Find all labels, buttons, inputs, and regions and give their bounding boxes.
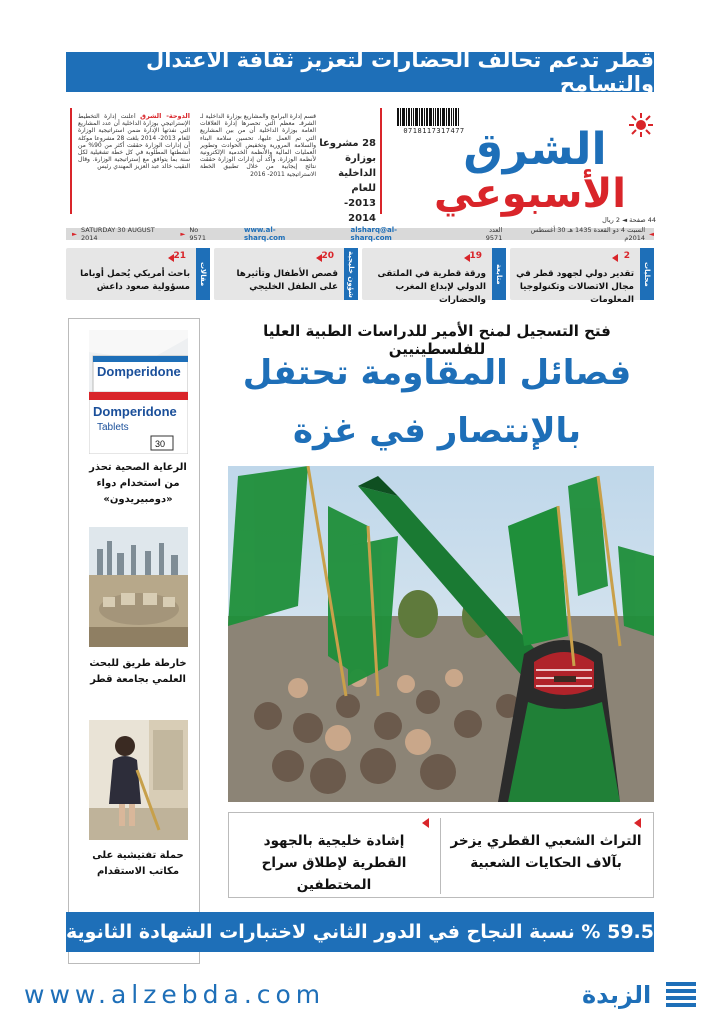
main-story-title-line1[interactable]: فصائل المقاومة تحتفل [242, 353, 632, 393]
footer-logo-text: الزبدة [582, 981, 652, 1009]
medicine-box-image[interactable] [89, 330, 188, 454]
sidebar-caption-1[interactable]: الرعاية الصحية تحذر من استخدام دواء «دومبيريدون» [89, 462, 187, 505]
bottom-banner-headline[interactable]: 59.5 % نسبة النجاح في الدور الثاني لاختبارات الشهادة الثانوية [66, 912, 654, 952]
campus-aerial-image[interactable] [89, 527, 188, 647]
teaser-section: محليات [640, 248, 654, 300]
main-story-photo[interactable] [228, 466, 654, 802]
office-inspection-image[interactable] [89, 720, 188, 840]
drug-count: 30 [155, 439, 166, 449]
teaser-card[interactable] [214, 248, 358, 300]
brief-column-left [200, 113, 316, 209]
newspaper-logo-bottom[interactable]: الأسبوعي [433, 171, 627, 217]
teaser-card[interactable] [66, 248, 210, 300]
website-link[interactable]: www.al-sharq.com [243, 226, 286, 242]
secondary-story-2[interactable]: إشادة خليجية بالجهود القطرية لإطلاق سراح المختطفين [261, 833, 407, 893]
arrow-icon: ► [180, 230, 186, 238]
teaser-section: شؤون خليجية [344, 248, 358, 300]
teaser-page-number: 20 [321, 251, 334, 261]
secondary-story-1[interactable]: التراث الشعبي القطري يزخر بآلاف الحكايات الشعبية [450, 833, 642, 871]
drug-brand-2: Domperidone [93, 404, 177, 419]
teaser-headline: باحث أمريكي يُحمل أوباما مسؤولية صعود داعش [80, 269, 190, 292]
drug-brand-1: Domperidone [97, 364, 181, 379]
triangle-icon [422, 818, 429, 828]
info-bar [66, 228, 654, 240]
brief-text-1: أعلنت إدارة التخطيط الإستراتيجي بوزارة الداخلية أن عدد المشاريع التي نفذتها الإدارة ضمن استراتيجية الوزارة للعام 2013- 2014 بلغت 28 مشروعا موكلة أن إدارات الوزارة حققت أكثر من 90% من أنشطتها المطلوبة في كل خطة تشغيلية لكل سنة بما يتوافق مع إستراتيجية الوزارة. وقال النقيب خالد عبد العزيز المهندي رئيس [78, 113, 190, 171]
teaser-headline: قصص الأطفال وتأثيرها على الطفل الخليجي [236, 269, 338, 292]
issue-english: No 9571 [189, 226, 206, 242]
barcode-icon [397, 108, 471, 126]
date-english: SATURDAY 30 AUGUST 2014 [81, 226, 155, 242]
email-link[interactable]: alsharq@al-sharq.com [350, 226, 398, 242]
teaser-card[interactable] [362, 248, 506, 305]
logo-sun-icon [628, 112, 654, 138]
teaser-section: مقالات [196, 248, 210, 300]
brief-dateline: الدوحة- الشرق [140, 113, 190, 120]
brief-text-2: قسم إدارة البرامج والمشاريع بوزارة الداخلية لـ الشرقـ معظم التي تحصرها إدارة العلاقات العامة بوزارة الداخلية أن من بين المشاريع التي تم العمل عليها، تحسين سلامة البناء والسلامة المرورية وتخفيض الحوادث وتطوير العمليات المالية والأنظمة الخدمية الإلكترونية لأنظمة الوزارة. وأكد أن إدارات الوزارة حققت نتائج إيجابية من خلال تطبيق الخطة الاستراتيجية 2011- 2016 [200, 113, 316, 178]
price-note: 44 صفحة ◄ 2 ريال [602, 216, 656, 224]
date-arabic: السبت 4 ذو القعدة 1435 هـ 30 أغسطس 2014م [530, 226, 645, 242]
newspaper-logo-top[interactable]: الشرق [463, 124, 607, 175]
top-banner-headline[interactable]: قطر تدعم تحالف الحضارات لتعزيز ثقافة الاعتدال والتسامح [66, 52, 654, 92]
sidebar-caption-2[interactable]: خارطة طريق للبحث العلمي بجامعة قطر [89, 658, 187, 685]
teaser-page-number: 21 [173, 251, 186, 261]
triangle-icon [612, 254, 618, 262]
drug-tablets: Tablets [97, 422, 129, 433]
brief-headline[interactable]: 28 مشروعا بوزارة الداخلية للعام 2013- 2014 [319, 138, 376, 224]
barcode-number: 0718117317477 [403, 127, 465, 135]
triangle-icon [634, 818, 641, 828]
teaser-headline: تقدير دولي لجهود قطر في مجال الاتصالات وتكنولوجيا المعلومات [516, 269, 634, 305]
main-story-kicker[interactable]: فتح التسجيل لمنح الأمير للدراسات الطبية العليا للفلسطينيين [263, 322, 611, 358]
sidebar-caption-3[interactable]: حملة تفتيشية على مكاتب الاستقدام [92, 850, 184, 877]
teaser-page-number: 19 [469, 251, 482, 261]
teaser-headline: ورقة قطرية في الملتقى الدولي لإبداع المغرب والحضارات [377, 269, 486, 305]
issue-arabic: العدد 9571 [485, 226, 503, 242]
footer-brand-logo[interactable] [580, 976, 700, 1010]
arrow-icon: ► [72, 230, 77, 238]
arrow-icon: ◄ [649, 230, 654, 238]
teaser-page-number: 2 [623, 251, 630, 261]
teaser-card[interactable] [510, 248, 654, 305]
footer-site-url[interactable]: www.alzebda.com [24, 980, 326, 1009]
teaser-section: متابعة [492, 248, 506, 300]
main-story-title-line2[interactable]: بالإنتصار في غزة [292, 411, 582, 451]
divider [440, 818, 441, 894]
brief-column-right [78, 113, 190, 209]
